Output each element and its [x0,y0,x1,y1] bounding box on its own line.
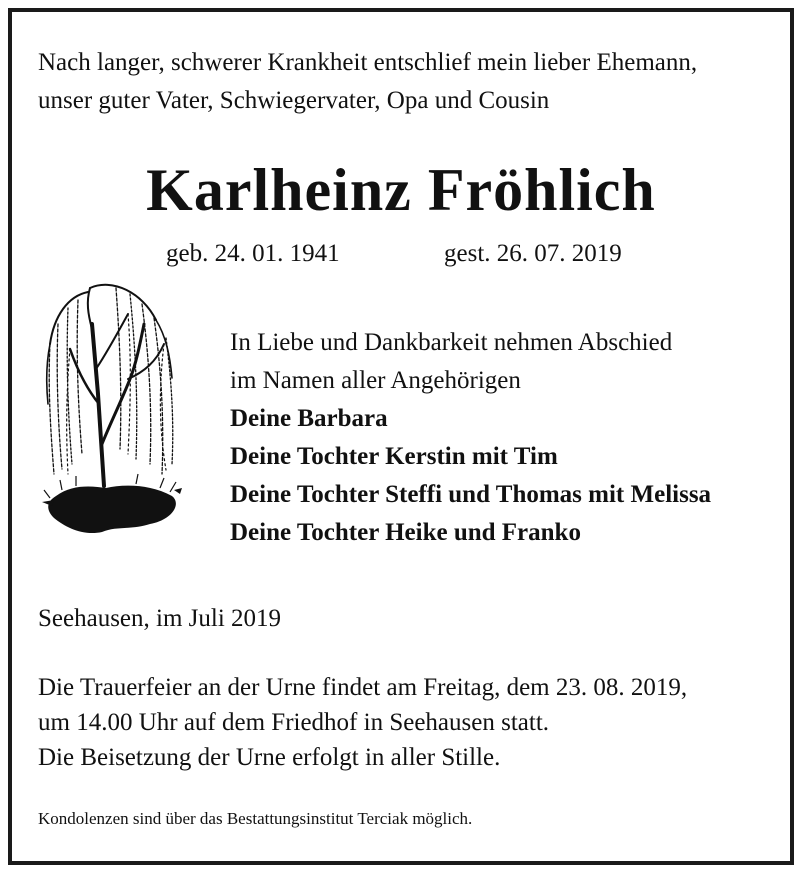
service-info [38,670,687,775]
intro-line: Nach langer, schwerer Krankheit entschlief mein lieber Ehemann, [38,49,698,76]
mourner-name: Deine Barbara [230,405,388,432]
weeping-willow-icon [32,274,182,546]
service-line: Die Trauerfeier an der Urne findet am Freitag, dem 23. 08. 2019, [38,674,688,701]
obituary-notice [8,8,794,865]
birth-date: geb. 24. 01. 1941 [166,240,340,267]
mourner-name: Deine Tochter Heike und Franko [230,519,581,546]
intro-line: unser guter Vater, Schwiegervater, Opa und Cousin [38,87,550,114]
mourner-name: Deine Tochter Steffi und Thomas mit Melissa [230,481,712,508]
intro-text [38,44,697,120]
death-date: gest. 26. 07. 2019 [444,240,622,267]
condolences-note: Kondolenzen sind über das Bestattungsinstitut Terciak möglich. [38,809,473,828]
farewell-line: In Liebe und Dankbarkeit nehmen Abschied [230,329,673,356]
mourner-name: Deine Tochter Kerstin mit Tim [230,443,558,470]
service-line: Die Beisetzung der Urne erfolgt in aller Stille. [38,744,501,771]
service-line: um 14.00 Uhr auf dem Friedhof in Seehausen statt. [38,709,550,736]
mourners-list [230,400,711,552]
deceased-name: Karlheinz Fröhlich [146,157,656,223]
place-and-date: Seehausen, im Juli 2019 [38,605,282,632]
farewell-line: im Namen aller Angehörigen [230,367,521,394]
farewell-block [230,324,711,552]
